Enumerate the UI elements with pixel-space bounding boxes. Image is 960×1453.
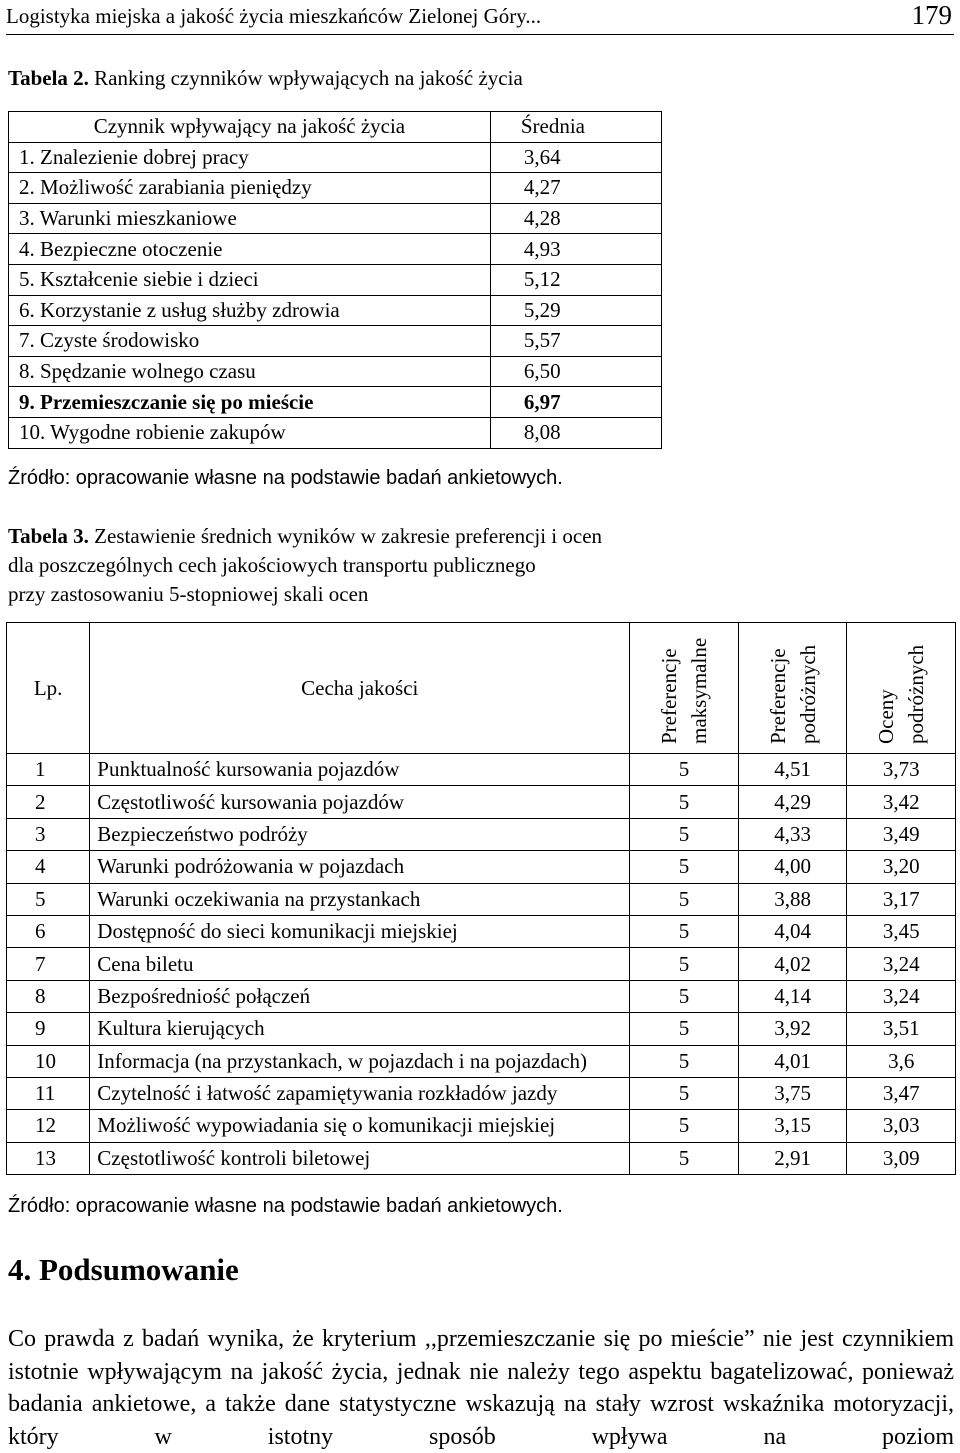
table-row bbox=[7, 948, 956, 980]
table3-cecha: Warunki podróżowania w pojazdach bbox=[90, 851, 630, 883]
table3-lp: 2 bbox=[7, 786, 90, 818]
table2-mean: 4,27 bbox=[490, 173, 661, 204]
table2-header-mean: Średnia bbox=[490, 112, 661, 143]
table3-header-oceny-line1: Oceny bbox=[874, 689, 899, 744]
table3-cecha: Informacja (na przystankach, w pojazdach i na pojazdach) bbox=[90, 1045, 630, 1077]
table3-pref-max: 5 bbox=[630, 1013, 739, 1045]
table2-header-row bbox=[9, 112, 662, 143]
table-row bbox=[7, 1077, 956, 1109]
table3-header-pref-pod-line1: Preferencje bbox=[765, 648, 790, 744]
table3-oceny: 3,17 bbox=[847, 883, 956, 915]
table-row bbox=[9, 264, 662, 295]
table3-oceny: 3,47 bbox=[847, 1077, 956, 1109]
table3-lp: 12 bbox=[7, 1110, 90, 1142]
table2-factor: 10. Wygodne robienie zakupów bbox=[9, 417, 491, 448]
table3-oceny: 3,45 bbox=[847, 915, 956, 947]
table3-lp: 5 bbox=[7, 883, 90, 915]
table-row bbox=[7, 851, 956, 883]
table3-lp: 9 bbox=[7, 1013, 90, 1045]
table3-oceny: 3,09 bbox=[847, 1142, 956, 1174]
table3-pref-max: 5 bbox=[630, 980, 739, 1012]
table3-oceny: 3,73 bbox=[847, 754, 956, 786]
table3-header-oceny bbox=[847, 623, 956, 754]
table-row bbox=[7, 1142, 956, 1174]
table-row bbox=[7, 754, 956, 786]
table3-cecha: Częstotliwość kursowania pojazdów bbox=[90, 786, 630, 818]
table2-factor: 9. Przemieszczanie się po mieście bbox=[9, 387, 491, 418]
table-row bbox=[9, 203, 662, 234]
section-number: 4. bbox=[8, 1252, 32, 1287]
section-title: Podsumowanie bbox=[31, 1252, 239, 1287]
table3-cecha: Dostępność do sieci komunikacji miejskiej bbox=[90, 915, 630, 947]
table-row bbox=[9, 356, 662, 387]
table3-oceny: 3,49 bbox=[847, 818, 956, 850]
table3-pref-pod: 2,91 bbox=[738, 1142, 847, 1174]
table3-header-oceny-line2: podróżnych bbox=[904, 644, 929, 744]
section-heading bbox=[8, 1252, 239, 1288]
table3-caption bbox=[8, 522, 602, 609]
table3-lp: 11 bbox=[7, 1077, 90, 1109]
table3-lp: 1 bbox=[7, 754, 90, 786]
table2-source-note: Źródło: opracowanie własne na podstawie badań ankietowych. bbox=[8, 467, 563, 489]
table2-mean: 5,29 bbox=[490, 295, 661, 326]
table3-pref-pod: 4,04 bbox=[738, 915, 847, 947]
table2-mean: 5,12 bbox=[490, 264, 661, 295]
table3-caption-line3: przy zastosowaniu 5-stopniowej skali ocen bbox=[8, 582, 369, 606]
table3-pref-pod: 4,29 bbox=[738, 786, 847, 818]
table3-cecha: Warunki oczekiwania na przystankach bbox=[90, 883, 630, 915]
table2-caption-text: Ranking czynników wpływających na jakość życia bbox=[88, 66, 523, 90]
table2 bbox=[8, 111, 662, 449]
table3-cecha: Czytelność i łatwość zapamiętywania rozkładów jazdy bbox=[90, 1077, 630, 1109]
page-number: 179 bbox=[911, 0, 952, 30]
table3-pref-max: 5 bbox=[630, 1142, 739, 1174]
table3-pref-max: 5 bbox=[630, 1077, 739, 1109]
table3-pref-max: 5 bbox=[630, 818, 739, 850]
table-row bbox=[7, 1110, 956, 1142]
table3-oceny: 3,51 bbox=[847, 1013, 956, 1045]
table3-pref-pod: 3,88 bbox=[738, 883, 847, 915]
table3-header-lp: Lp. bbox=[7, 623, 90, 754]
table3-caption-line1: Zestawienie średnich wyników w zakresie preferencji i ocen bbox=[88, 524, 603, 548]
table3-oceny: 3,42 bbox=[847, 786, 956, 818]
table-row-highlighted bbox=[9, 387, 662, 418]
table3-header-pref-pod-line2: podróżnych bbox=[795, 644, 820, 744]
table3-cecha: Bezpośredniość połączeń bbox=[90, 980, 630, 1012]
table3-header-cecha: Cecha jakości bbox=[90, 623, 630, 754]
table2-mean: 4,93 bbox=[490, 234, 661, 265]
table2-caption-label: Tabela 2. bbox=[8, 66, 89, 90]
table3-pref-max: 5 bbox=[630, 883, 739, 915]
table-row bbox=[9, 142, 662, 173]
table3-pref-max: 5 bbox=[630, 1045, 739, 1077]
table3-cecha: Możliwość wypowiadania się o komunikacji miejskiej bbox=[90, 1110, 630, 1142]
table-row bbox=[7, 1045, 956, 1077]
table2-mean: 3,64 bbox=[490, 142, 661, 173]
table3-caption-label: Tabela 3. bbox=[8, 524, 89, 548]
table3-pref-max: 5 bbox=[630, 1110, 739, 1142]
table3-lp: 4 bbox=[7, 851, 90, 883]
table-row bbox=[7, 915, 956, 947]
table2-factor: 1. Znalezienie dobrej pracy bbox=[9, 142, 491, 173]
table3-lp: 6 bbox=[7, 915, 90, 947]
table2-mean: 5,57 bbox=[490, 326, 661, 357]
table3-pref-pod: 3,92 bbox=[738, 1013, 847, 1045]
table2-factor: 5. Kształcenie siebie i dzieci bbox=[9, 264, 491, 295]
table2-mean: 6,50 bbox=[490, 356, 661, 387]
table2-header-factor: Czynnik wpływający na jakość życia bbox=[9, 112, 491, 143]
table3-pref-max: 5 bbox=[630, 915, 739, 947]
table3-pref-max: 5 bbox=[630, 754, 739, 786]
table-row bbox=[7, 883, 956, 915]
running-header bbox=[6, 0, 954, 35]
table-row bbox=[9, 234, 662, 265]
table3-pref-max: 5 bbox=[630, 948, 739, 980]
table3-cecha: Cena biletu bbox=[90, 948, 630, 980]
table3-header-pref-max-line1: Preferencje bbox=[657, 648, 681, 744]
table2-factor: 6. Korzystanie z usług służby zdrowia bbox=[9, 295, 491, 326]
table2-mean: 4,28 bbox=[490, 203, 661, 234]
table3-pref-pod: 4,02 bbox=[738, 948, 847, 980]
table3-header-row bbox=[7, 623, 956, 754]
table3-lp: 8 bbox=[7, 980, 90, 1012]
table3 bbox=[6, 622, 956, 1175]
table3-header-pref-pod bbox=[738, 623, 847, 754]
table2-caption bbox=[8, 64, 523, 93]
table3-cecha: Kultura kierujących bbox=[90, 1013, 630, 1045]
table3-pref-max: 5 bbox=[630, 851, 739, 883]
table-row bbox=[7, 980, 956, 1012]
table2-factor: 8. Spędzanie wolnego czasu bbox=[9, 356, 491, 387]
table3-cecha: Częstotliwość kontroli biletowej bbox=[90, 1142, 630, 1174]
table3-lp: 7 bbox=[7, 948, 90, 980]
table2-factor: 2. Możliwość zarabiania pieniędzy bbox=[9, 173, 491, 204]
table2-mean: 6,97 bbox=[490, 387, 661, 418]
table3-header-pref-max bbox=[630, 623, 739, 754]
table3-source-note: Źródło: opracowanie własne na podstawie badań ankietowych. bbox=[8, 1195, 563, 1217]
table3-pref-pod: 4,33 bbox=[738, 818, 847, 850]
table3-lp: 3 bbox=[7, 818, 90, 850]
table-row bbox=[7, 786, 956, 818]
table3-pref-pod: 3,75 bbox=[738, 1077, 847, 1109]
table3-pref-pod: 4,51 bbox=[738, 754, 847, 786]
table2-factor: 3. Warunki mieszkaniowe bbox=[9, 203, 491, 234]
table-row bbox=[9, 417, 662, 448]
table3-oceny: 3,24 bbox=[847, 948, 956, 980]
body-paragraph: Co prawda z badań wynika, że kryterium ,,przemieszczanie się po mieście” nie jest czynnikiem istotnie wpływającym na jakość życia, jednak nie należy tego aspektu bagatelizować, ponieważ badania ankietowe, a także dane statystyczne wskazują na stały wzrost wskaźnika motoryzacji, który w istotny sposób wpływa na poziom bbox=[8, 1326, 954, 1450]
table-row bbox=[7, 818, 956, 850]
table3-lp: 13 bbox=[7, 1142, 90, 1174]
table-row bbox=[9, 173, 662, 204]
table3-pref-pod: 3,15 bbox=[738, 1110, 847, 1142]
table3-oceny: 3,6 bbox=[847, 1045, 956, 1077]
table3-pref-pod: 4,00 bbox=[738, 851, 847, 883]
table3-oceny: 3,20 bbox=[847, 851, 956, 883]
table3-oceny: 3,24 bbox=[847, 980, 956, 1012]
table3-lp: 10 bbox=[7, 1045, 90, 1077]
table-row bbox=[7, 1013, 956, 1045]
table-row bbox=[9, 295, 662, 326]
table2-mean: 8,08 bbox=[490, 417, 661, 448]
table3-pref-pod: 4,01 bbox=[738, 1045, 847, 1077]
running-title: Logistyka miejska a jakość życia mieszkańców Zielonej Góry... bbox=[6, 4, 542, 28]
table3-cecha: Punktualność kursowania pojazdów bbox=[90, 754, 630, 786]
table3-caption-line2: dla poszczególnych cech jakościowych transportu publicznego bbox=[8, 553, 536, 577]
table2-factor: 4. Bezpieczne otoczenie bbox=[9, 234, 491, 265]
table3-cecha: Bezpieczeństwo podróży bbox=[90, 818, 630, 850]
table3-header-pref-max-line2: maksymalne bbox=[687, 637, 711, 744]
table-row bbox=[9, 326, 662, 357]
table3-oceny: 3,03 bbox=[847, 1110, 956, 1142]
table3-pref-pod: 4,14 bbox=[738, 980, 847, 1012]
table2-factor: 7. Czyste środowisko bbox=[9, 326, 491, 357]
table3-pref-max: 5 bbox=[630, 786, 739, 818]
